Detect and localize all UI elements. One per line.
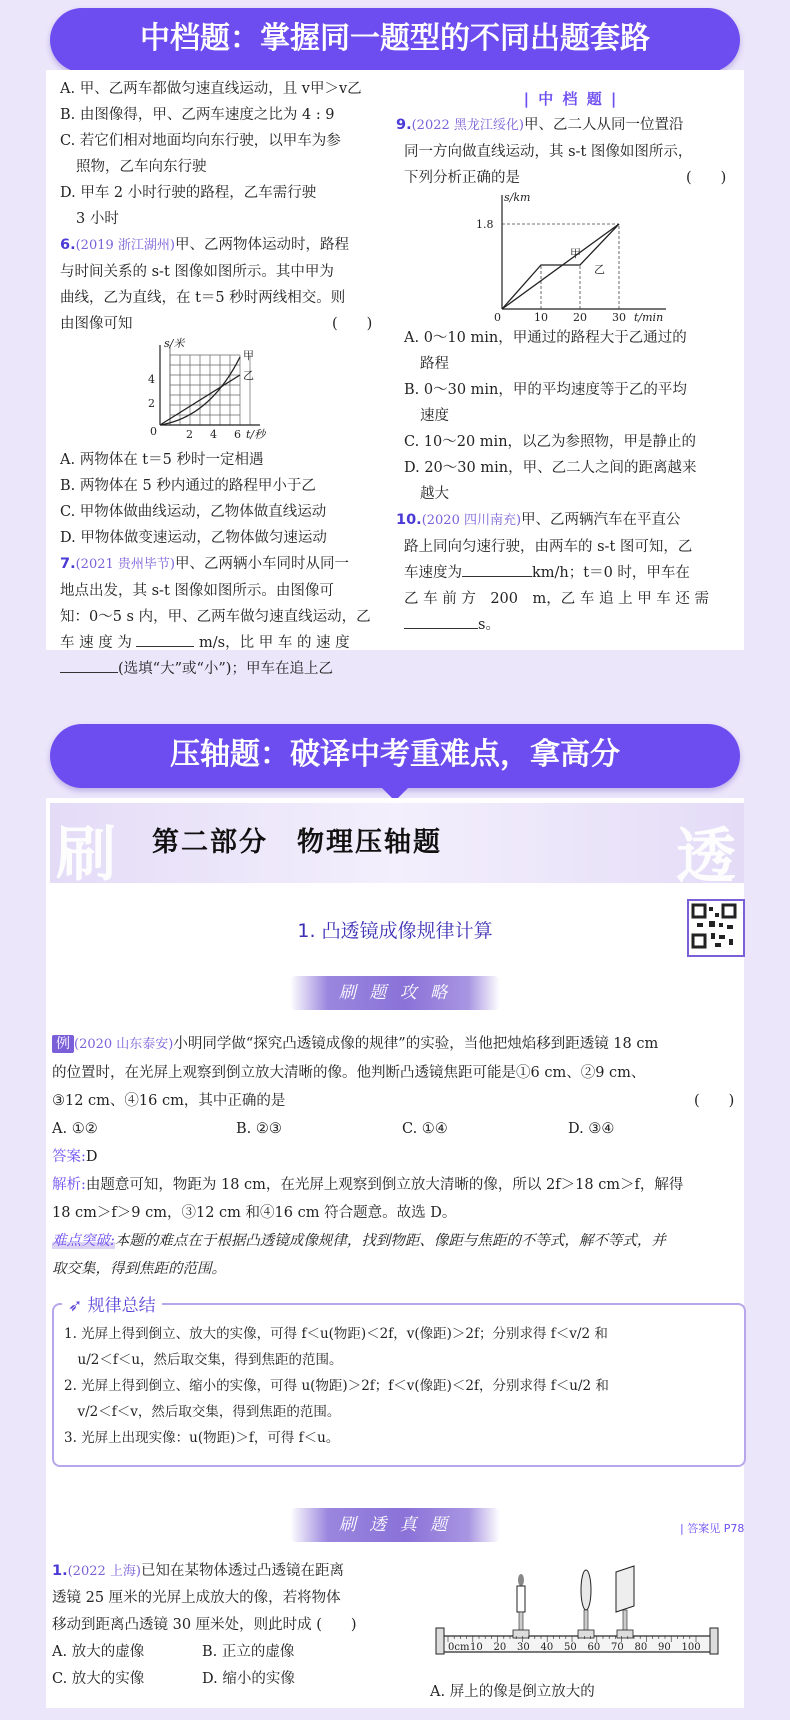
q6-text-end: 由图像可知 [60,316,133,332]
q9-graph-xtick-30: 30 [612,311,626,324]
q10-stem-line1 [396,507,738,534]
q1-stem-line3: 移动到距离凸透镜 30 厘米处，则此时成 ( ) [52,1617,357,1633]
bench-tick-label: 60 [587,1642,601,1653]
q9-graph-ytick: 1.8 [476,218,494,231]
example-options [52,1115,742,1143]
q6-option-c: C. 甲物体做曲线运动，乙物体做直线运动 [60,504,327,520]
q9-option-d: D. 20～30 min，甲、乙二人之间的距离越来 [404,460,697,476]
q6-graph-ylabel: s/米 [164,337,185,350]
q9-text: 甲、乙二人从同一位置沿 [523,117,684,133]
q9-text-end: 下列分析正确的是 [404,170,520,186]
q7-text-c: (选填“大”或“小”)；甲车在追上乙 [118,661,333,677]
q6-source: (2019 浙江湖州) [75,238,175,253]
q7-stem-line2: 地点出发，其 s-t 图像如图所示。由图像可 [60,583,334,599]
example-analysis-line2: 18 cm＞f＞9 cm，③12 cm 和④16 cm 符合题意。故选 D。 [52,1205,457,1221]
q5-option-c: C. 若它们相对地面均向东行驶，以甲车为参 [60,133,341,149]
example-text3: ③12 cm、④16 cm，其中正确的是 [52,1093,286,1109]
right-column [396,86,738,638]
q10-blank-speed[interactable] [462,560,532,577]
q1-block [52,1558,402,1693]
example-key-line2: 取交集，得到焦距的范围。 [52,1261,226,1277]
q7-stem-line5 [60,656,390,682]
q6-stem-line1 [60,232,390,259]
answer-value: D [85,1149,98,1165]
rule-line: 3. 光屏上出现实像：u(物距)＞f，可得 f＜u。 [64,1430,340,1446]
q10-stem-line3 [404,560,738,586]
example-badge: 例 [52,1035,74,1053]
q6-graph-ytick-4: 4 [148,373,155,386]
rules-summary-body [64,1321,734,1451]
q6-graph-label-yi: 乙 [243,369,254,382]
q1-stem-line2: 透镜 25 厘米的光屏上成放大的像，若将物体 [52,1590,341,1606]
q10-stem-line5 [404,612,738,638]
rule-line: v/2＜f＜v，然后取交集，得到焦距的范围。 [64,1404,341,1420]
q5-option-b: B. 由图像得，甲、乙两车速度之比为 4 : 9 [60,107,335,123]
banner-text-hard: 压轴题：破译中考重难点，拿高分 [170,737,620,772]
rule-line: 1. 光屏上得到倒立、放大的实像，可得 f＜u(物距)＜2f，v(像距)＞2f；分别求得 f＜v/2 和 [64,1326,608,1342]
q9-option-b-cont: 速度 [420,408,449,424]
section-title: 1. 凸透镜成像规律计算 [297,920,493,942]
q9-graph-xtick-10: 10 [534,311,548,324]
q7-stem-line1 [60,551,390,578]
analysis-label: 解析: [52,1177,86,1193]
bench-tick-label: 70 [611,1642,624,1653]
rocket-icon: ➶ [68,1296,88,1316]
q10-stem-line2: 路上同向匀速行驶，由两车的 s-t 图可知，乙 [404,539,693,555]
rule-line: 2. 光屏上得到倒立、缩小的实像，可得 u(物距)＞2f；f＜v(像距)＜2f，分别求得 f＜u/2 和 [64,1378,609,1394]
section-banner-medium [50,8,740,72]
q1-source: (2022 上海) [67,1564,141,1579]
q6-graph-xtick-2: 2 [186,428,193,441]
q10-number: 10. [396,512,422,528]
q7-stem-line4 [60,630,390,656]
q5-option-a: A. 甲、乙两车都做匀速直线运动，且 v甲＞v乙 [60,81,362,97]
strategy-label: 刷 题 攻 略 [290,976,500,1010]
example-line2: 的位置时，在光屏上观察到倒立放大清晰的像。他判断凸透镜焦距可能是①6 cm、②9 cm、 [52,1065,646,1081]
q6-stem-line2: 与时间关系的 s-t 图像如图所示。其中甲为 [60,264,334,280]
q6-graph-label-jia: 甲 [243,349,254,362]
q6-option-b: B. 两物体在 5 秒内通过的路程甲小于乙 [60,478,316,494]
example-line1 [52,1030,742,1059]
q7-blank-speed[interactable] [136,630,194,647]
example-option-d: D. ③④ [568,1121,615,1137]
q1-right-option-a: A. 屏上的像是倒立放大的 [430,1684,595,1700]
left-column [60,76,390,682]
rule-line: u/2＜f＜u，然后取交集，得到焦距的范围。 [64,1352,343,1368]
q7-text: 甲、乙两辆小车同时从同一 [174,556,349,572]
bench-tick-label: 30 [517,1642,530,1653]
bench-tick-label: 10 [470,1642,483,1653]
q7-text-a: 车 速 度 为 [60,635,132,651]
brush-char-right: 透 [676,822,736,892]
q6-graph-xlabel: t/秒 [246,428,266,441]
q7-source: (2021 贵州毕节) [75,557,175,572]
q1-options-row2 [52,1666,402,1693]
q5-option-d-cont: 3 小时 [76,211,119,227]
bench-tick-label: 90 [658,1642,671,1653]
difficulty-tag: | 中 档 题 | [523,90,619,108]
rules-summary-title: 规律总结 [87,1296,156,1316]
q9-graph-label-yi: 乙 [594,263,605,276]
rules-summary-box [52,1296,746,1467]
part-header [50,803,744,892]
q9-graph-origin: 0 [494,311,501,324]
q6-answer-paren: ( ) [332,316,373,332]
q6-graph-xtick-4: 4 [210,428,217,441]
answer-label: 答案: [52,1149,86,1165]
q10-stem-line4: 乙 车 前 方 200 m，乙 车 追 上 甲 车 还 需 [404,591,710,607]
brush-char-left: 刷 [56,820,116,890]
q6-text: 甲、乙两物体运动时，路程 [174,237,349,253]
q9-stem-line3 [404,165,738,191]
example-text1: 小明同学做“探究凸透镜成像的规律”的实验，当他把烛焰移到距透镜 18 cm [173,1036,659,1052]
q6-stem-line3: 曲线，乙为直线，在 t＝5 秒时两线相交。则 [60,290,346,306]
bench-rail [443,1636,711,1652]
example-option-b: B. ②③ [236,1121,282,1137]
q9-graph-label-jia: 甲 [570,247,581,260]
q9-stem-line1 [396,112,738,139]
example-answer-paren: ( ) [694,1093,735,1109]
q1-option-b: B. 正立的虚像 [202,1644,295,1660]
q1-number: 1. [52,1563,68,1579]
q10-text-b: km/h；t＝0 时，甲车在 [532,565,690,581]
key-point-label: 难点突破: [52,1233,115,1249]
q6-option-d: D. 甲物体做变速运动，乙物体做匀速运动 [60,530,327,546]
bench-tick-label: 50 [564,1642,577,1653]
qr-code-icon[interactable] [687,899,745,957]
bench-tick-label: 20 [493,1642,507,1653]
q7-number: 7. [60,556,76,572]
q9-source: (2022 黑龙江绥化) [411,118,524,133]
candle-icon [513,1574,529,1638]
q1-stem-line1 [52,1558,402,1585]
q7-blank-compare[interactable] [60,656,118,673]
q9-option-c: C. 10～20 min，以乙为参照物，甲是静止的 [404,434,697,450]
q7-stem-line3: 知：0～5 s 内，甲、乙两车做匀速直线运动，乙 [60,609,371,625]
q1-option-d: D. 缩小的实像 [202,1671,295,1687]
q9-answer-paren: ( ) [686,170,727,186]
rules-summary-heading [62,1291,162,1316]
q10-blank-time[interactable] [404,612,478,629]
example-block [52,1030,742,1283]
q9-st-graph [404,191,738,325]
q5-option-c-cont: 照物，乙车向东行驶 [76,159,207,175]
q6-graph-ytick-2: 2 [148,397,155,410]
bench-tick-label: 100 [681,1642,701,1653]
q10-text-c: s。 [478,617,500,633]
bench-unit-label: 0cm [448,1642,470,1653]
part-title: 第二部分 物理压轴题 [152,827,442,858]
q9-graph-xlabel: t/min [634,311,664,324]
q1-option-a: A. 放大的虚像 [52,1644,145,1660]
screen-icon [616,1566,634,1638]
key-point-text1: 本题的难点在于根据凸透镜成像规律，找到物距、像距与焦距的不等式，解不等式，并 [114,1233,666,1249]
q7-text-b: m/s，比 甲 车 的 速 度 [199,635,350,651]
q9-graph-xtick-20: 20 [573,311,587,324]
example-option-c: C. ①④ [402,1121,448,1137]
q9-option-d-cont: 越大 [420,486,449,502]
q6-st-graph [60,337,390,447]
bench-end-left [436,1628,444,1654]
optical-bench-diagram [428,1560,740,1670]
example-source: (2020 山东泰安) [74,1037,174,1052]
q9-number: 9. [396,117,412,133]
real-exam-label: 刷 透 真 题 [290,1508,500,1542]
q6-stem-line4 [60,311,390,337]
example-key-line1 [52,1227,742,1255]
bench-end-right [710,1628,718,1654]
banner-text: 中档题：掌握同一题型的不同出题套路 [140,21,650,56]
bench-tick-label: 80 [634,1642,648,1653]
q6-graph-xtick-6: 6 [234,428,241,441]
q1-options-row1 [52,1639,402,1666]
q5-option-d: D. 甲车 2 小时行驶的路程，乙车需行驶 [60,185,317,201]
q1-option-c: C. 放大的实像 [52,1671,145,1687]
section-banner-hard [50,724,740,788]
example-analysis-line1 [52,1171,742,1199]
q6-graph-area [60,337,390,447]
example-option-a: A. ①② [52,1121,98,1137]
example-answer [52,1143,742,1171]
q6-option-a: A. 两物体在 t＝5 秒时一定相遇 [60,452,264,468]
q1-text: 已知在某物体透过凸透镜在距离 [140,1563,344,1579]
lens-icon [578,1570,594,1638]
q9-stem-line2: 同一方向做直线运动，其 s-t 图像如图所示， [404,144,693,160]
q6-graph-origin: 0 [150,425,157,438]
q9-graph-ylabel: s/km [504,191,531,204]
q6-number: 6. [60,237,76,253]
q9-option-b: B. 0～30 min，甲的平均速度等于乙的平均 [404,382,687,398]
q9-option-a-cont: 路程 [420,356,449,372]
bench-tick-label: 40 [540,1642,554,1653]
q9-option-a: A. 0～10 min，甲通过的路程大于乙通过的 [404,330,687,346]
answer-reference: | 答案见 P78 [680,1522,745,1535]
q10-source: (2020 四川南充) [421,513,522,528]
example-line3 [52,1087,742,1115]
q10-text: 甲、乙两辆汽车在平直公 [521,512,681,528]
q10-text-a: 车速度为 [404,565,462,581]
q9-graph-area [404,191,738,325]
analysis-text1: 由题意可知，物距为 18 cm，在光屏上观察到倒立放大清晰的像，所以 2f＞18 cm＞f，解得 [85,1177,684,1193]
